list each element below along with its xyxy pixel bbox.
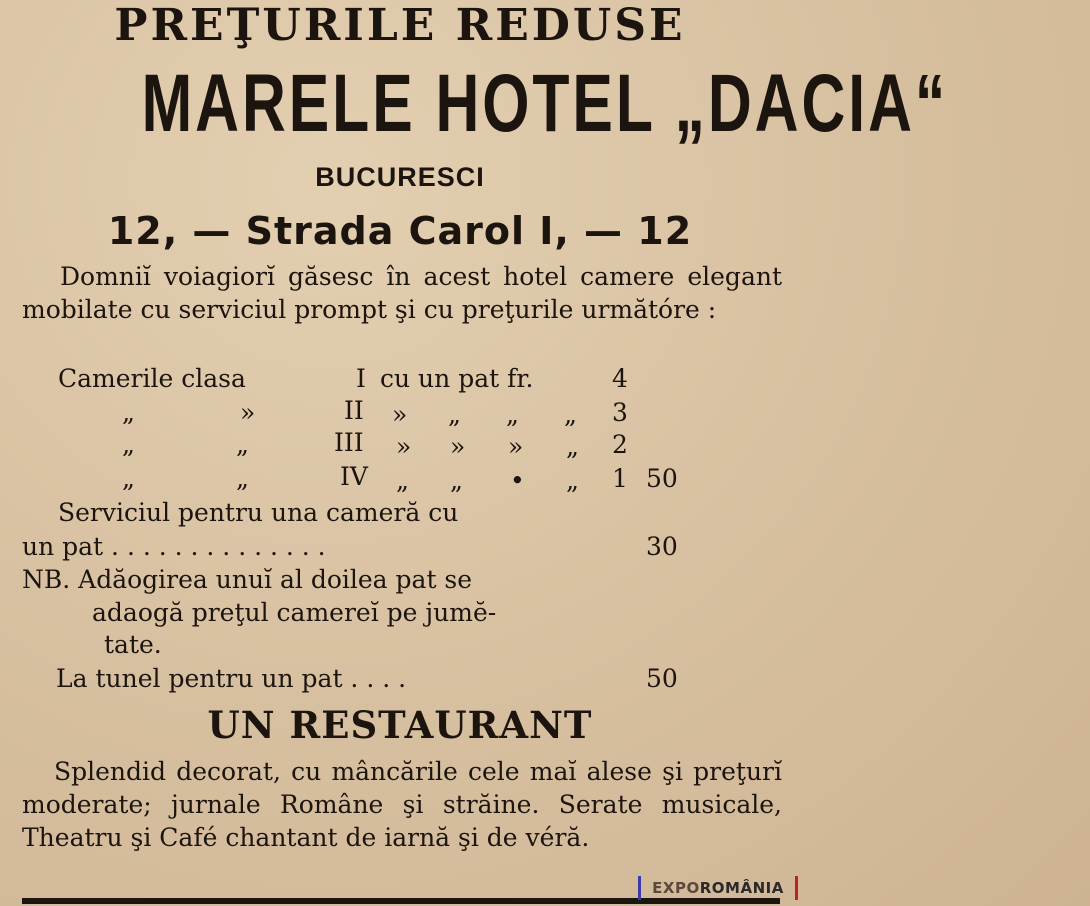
price-row-4-ditto-g: „: [566, 466, 579, 495]
price-row-3-class: III: [334, 428, 364, 457]
intro-paragraph: Domniĭ voiagiorĭ găsesc în acest hotel camere elegant mobilate cu serviciul prompt şi cu preţurile următóre :: [22, 262, 782, 324]
city-name: BUCURESCI: [315, 162, 485, 192]
price-row-2-ditto-g: „: [564, 400, 577, 429]
service-line-2: un pat . . . . . . . . . . . . . .: [22, 532, 326, 561]
price-row-1-value: 4: [612, 364, 628, 393]
price-row-3-value: 2: [612, 430, 628, 459]
price-row-4-ditto-f: •: [510, 466, 525, 495]
restaurant-heading: UN RESTAURANT: [207, 703, 593, 747]
nb-line-2: adaogă preţul camereĭ pe jumĕ-: [92, 598, 497, 627]
price-row-4-class: IV: [340, 462, 368, 491]
price-row-3-ditto-d: »: [396, 432, 412, 461]
nb-line-3: tate.: [104, 630, 162, 659]
price-row-2-value: 3: [612, 398, 628, 427]
price-row-1-desc: cu un pat fr.: [380, 364, 534, 393]
price-row-1-class: I: [356, 364, 366, 393]
price-row-4-ditto-b: „: [236, 464, 249, 493]
watermark-part1: EXPO: [652, 879, 700, 897]
price-row-4-ditto-a: „: [122, 464, 135, 493]
price-row-2-ditto-f: „: [506, 400, 519, 429]
price-row-2-ditto-d: »: [392, 400, 408, 429]
price-row-2-ditto-b: »: [240, 398, 256, 427]
price-row-4-value-cents: 50: [646, 464, 678, 493]
price-row-4-ditto-d: „: [396, 466, 409, 495]
tunnel-line: La tunel pentru un pat . . . .: [56, 664, 407, 693]
watermark-part2: ROMÂNIA: [699, 879, 784, 897]
hotel-name-text: MARELE HOTEL „DACIA“: [141, 58, 949, 149]
price-row-2-class: II: [344, 396, 364, 425]
address-line: 12, — Strada Carol I, — 12: [107, 209, 693, 253]
service-value: 30: [646, 532, 678, 561]
price-row-3-ditto-f: »: [508, 432, 524, 461]
nb-line-1: NB. Adăogirea unuĭ al doilea pat se: [22, 565, 473, 594]
price-row-2-ditto-e: „: [448, 400, 461, 429]
price-row-3-ditto-g: „: [566, 432, 579, 461]
reduced-prices-heading: PREŢURILE REDUSE: [114, 0, 686, 51]
hotel-name: [0, 54, 949, 154]
price-row-3-ditto-a: „: [122, 430, 135, 459]
price-row-2-ditto-a: „: [122, 398, 135, 427]
service-line-1: Serviciul pentru una cameră cu: [58, 498, 459, 527]
price-row-4-ditto-e: „: [450, 466, 463, 495]
watermark-logo: [638, 876, 798, 900]
tunnel-value: 50: [646, 664, 678, 693]
restaurant-paragraph: Splendid decorat, cu mâncările cele maĭ alese şi preţurĭ moderate; jurnale Române şi străine. Serate musicale, Theatru şi Café chantant de iarnă şi de véră.: [22, 757, 782, 852]
price-row-4-value: 1: [612, 464, 628, 493]
price-row-3-ditto-e: »: [450, 432, 466, 461]
price-row-1-label: Camerile clasa: [58, 364, 246, 393]
price-row-3-ditto-b: „: [236, 430, 249, 459]
